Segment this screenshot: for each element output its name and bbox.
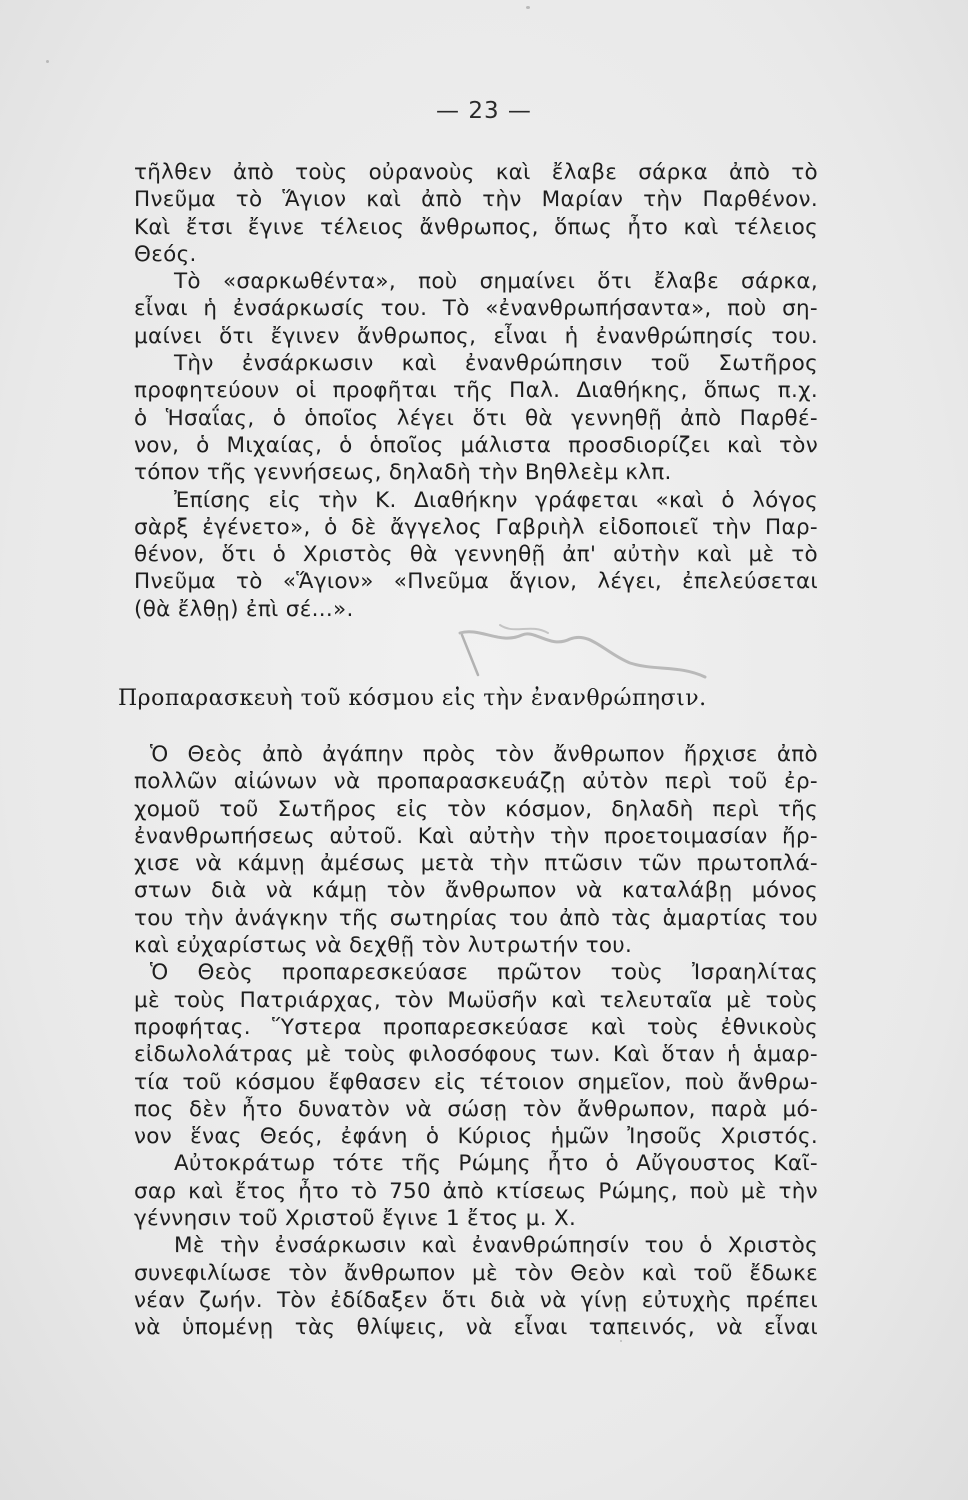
text-line: τόπον τῆς γεννήσεως, δηλαδὴ τὴν Βηθλεὲμ κλπ. <box>134 460 672 486</box>
text-line: μὲ τοὺς Πατριάρχας, τὸν Μωϋσῆν καὶ τελευταῖα μὲ τοὺς <box>134 987 818 1013</box>
text-line: Αὐτοκράτωρ τότε τῆς Ρώμης ἦτο ὁ Αὔγουστος Καῖ- <box>174 1151 818 1177</box>
text-line: συνεφιλίωσε τὸν ἄνθρωπον μὲ τὸν Θεὸν καὶ τοῦ ἔδωκε <box>134 1260 818 1286</box>
page-number: — 23 — <box>436 98 532 124</box>
text-line: Θεός. <box>134 241 197 267</box>
text-line: Ὁ Θεὸς προπαρεσκεύασε πρῶτον τοὺς Ἰσραηλίτας <box>150 960 818 986</box>
text-line: Καὶ ἔτσι ἔγινε τέλειος ἄνθρωπος, ὅπως ἦτο καὶ τέλειος <box>134 214 818 240</box>
text-line: Πνεῦμα τὸ Ἅγιον καὶ ἀπὸ τὴν Μαρίαν τὴν Παρθένον. <box>134 187 818 213</box>
paper-speck <box>526 6 530 9</box>
text-line: προφήτας. Ὕστερα προπαρεσκεύασε καὶ τοὺς ἐθνικοὺς <box>134 1014 818 1040</box>
text-line: θένον, ὅτι ὁ Χριστὸς θὰ γεννηθῇ ἀπ' αὐτὴν καὶ μὲ τὸ <box>134 542 818 568</box>
text-line: νον ἕνας Θεός, ἐφάνη ὁ Κύριος ἡμῶν Ἰησοῦς Χριστός. <box>134 1124 818 1150</box>
text-line: (θὰ ἔλθῃ) ἐπὶ σέ...». <box>134 596 354 622</box>
text-line: Τὴν ἐνσάρκωσιν καὶ ἐνανθρώπησιν τοῦ Σωτῆρος <box>174 351 818 377</box>
paragraph-block-2 <box>134 741 818 1342</box>
text-line: χομοῦ τοῦ Σωτῆρος εἰς τὸν κόσμον, δηλαδὴ περὶ τῆς <box>134 796 818 822</box>
text-line: χισε νὰ κάμνῃ ἀμέσως μετὰ τὴν πτῶσιν τῶν πρωτοπλά- <box>134 851 818 877</box>
text-line: προφητεύουν οἱ προφῆται τῆς Παλ. Διαθήκης, ὅπως π.χ. <box>134 378 818 404</box>
text-line: Τὸ «σαρκωθέντα», ποὺ σημαίνει ὅτι ἔλαβε σάρκα, <box>174 269 818 295</box>
paper-speck <box>46 60 49 63</box>
text-line: τία τοῦ κόσμου ἔφθασεν εἰς τέτοιον σημεῖον, ποὺ ἄνθρω- <box>134 1069 818 1095</box>
text-line: τῆλθεν ἀπὸ τοὺς οὐρανοὺς καὶ ἔλαβε σάρκα ἀπὸ τὸ <box>134 160 818 185</box>
text-line: Ἐπίσης εἰς τὴν Κ. Διαθήκην γράφεται «καὶ ὁ λόγος <box>174 487 818 513</box>
text-line: Πνεῦμα τὸ «Ἅγιον» «Πνεῦμα ἅγιον, λέγει, ἐπελεύσεται <box>134 569 818 595</box>
text-line: Μὲ τὴν ἐνσάρκωσιν καὶ ἐνανθρώπησίν του ὁ Χριστὸς <box>174 1233 818 1259</box>
text-line: εἰδωλολάτρας μὲ τοὺς φιλοσόφους των. Καὶ ὅταν ἡ ἁμαρ- <box>134 1042 818 1068</box>
text-line: νέαν ζωήν. Τὸν ἐδίδαξεν ὅτι διὰ νὰ γίνῃ εὐτυχὴς πρέπει <box>134 1287 818 1313</box>
text-line: στων διὰ νὰ κάμῃ τὸν ἄνθρωπον νὰ καταλάβῃ μόνος <box>134 878 818 904</box>
section-heading: Προπαρασκευὴ τοῦ κόσμου εἰς τὴν ἐνανθρώπησιν. <box>118 686 707 711</box>
text-line: μαίνει ὅτι ἔγινεν ἄνθρωπος, εἶναι ἡ ἐνανθρώπησίς του. <box>134 323 818 349</box>
text-line: νὰ ὑπομένῃ τὰς θλίψεις, νὰ εἶναι ταπεινός, νὰ εἶναι <box>134 1315 818 1341</box>
text-line: ὁ Ἡσαΐας, ὁ ὁποῖος λέγει ὅτι θὰ γεννηθῇ ἀπὸ Παρθέ- <box>134 405 818 431</box>
text-line: πολλῶν αἰώνων νὰ προπαρασκευάζῃ αὐτὸν περὶ τοῦ ἐρ- <box>134 769 818 795</box>
text-line: πος δὲν ἦτο δυνατὸν νὰ σώσῃ τὸν ἄνθρωπον, παρὰ μό- <box>134 1096 818 1122</box>
text-line: εἶναι ἡ ἐνσάρκωσίς του. Τὸ «ἐνανθρωπήσαντα», ποὺ ση- <box>134 296 818 322</box>
text-line: σαρ καὶ ἔτος ἦτο τὸ 750 ἀπὸ κτίσεως Ρώμης, ποὺ μὲ τὴν <box>134 1178 818 1204</box>
text-line: του τὴν ἀνάγκην τῆς σωτηρίας του ἀπὸ τὰς ἁμαρτίας του <box>134 905 818 931</box>
text-line: ἐνανθρωπήσεως αὐτοῦ. Καὶ αὐτὴν τὴν προετοιμασίαν ἤρ- <box>134 823 818 849</box>
text-line: νον, ὁ Μιχαίας, ὁ ὁποῖος μάλιστα προσδιορίζει καὶ τὸν <box>134 432 818 458</box>
text-line: Ὁ Θεὸς ἀπὸ ἀγάπην πρὸς τὸν ἄνθρωπον ἤρχισε ἀπὸ <box>150 742 818 767</box>
text-line: καὶ εὐχαρίστως νὰ δεχθῇ τὸν λυτρωτήν του. <box>134 933 633 959</box>
text-line: γέννησιν τοῦ Χριστοῦ ἔγινε 1 ἔτος μ. Χ. <box>134 1206 577 1232</box>
text-line: σὰρξ ἐγένετο», ὁ δὲ ἄγγελος Γαβριὴλ εἰδοποιεῖ τὴν Παρ- <box>134 514 818 540</box>
paragraph-block-1 <box>134 159 818 623</box>
paper-speck <box>620 1340 622 1342</box>
